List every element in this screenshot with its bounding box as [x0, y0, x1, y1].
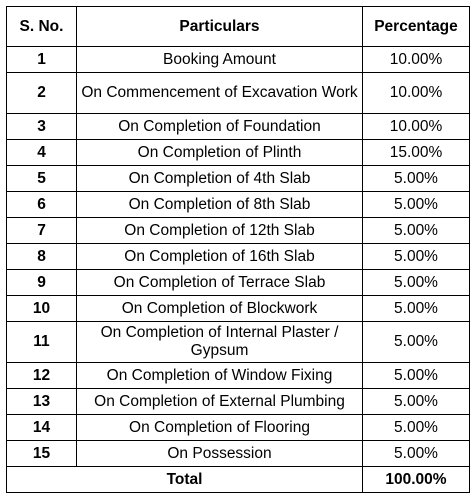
- header-percentage: Percentage: [363, 7, 470, 47]
- row-particulars: On Completion of Terrace Slab: [77, 270, 363, 296]
- table-row: [7, 415, 470, 441]
- row-percentage: 5.00%: [363, 192, 470, 218]
- total-row: [7, 467, 470, 493]
- row-percentage: 5.00%: [363, 441, 470, 467]
- row-particulars: On Completion of Flooring: [77, 415, 363, 441]
- row-particulars: On Completion of 12th Slab: [77, 218, 363, 244]
- row-sno: 11: [7, 322, 77, 363]
- row-particulars: On Commencement of Excavation Work: [77, 73, 363, 114]
- row-sno: 4: [7, 140, 77, 166]
- table-row: [7, 166, 470, 192]
- row-particulars: On Completion of Plinth: [77, 140, 363, 166]
- row-particulars: On Completion of Foundation: [77, 114, 363, 140]
- row-sno: 12: [7, 363, 77, 389]
- total-percentage: 100.00%: [363, 467, 470, 493]
- total-label: Total: [7, 467, 363, 493]
- row-percentage: 10.00%: [363, 114, 470, 140]
- row-percentage: 5.00%: [363, 296, 470, 322]
- table-row: [7, 192, 470, 218]
- row-percentage: 10.00%: [363, 73, 470, 114]
- row-percentage: 5.00%: [363, 166, 470, 192]
- row-sno: 10: [7, 296, 77, 322]
- row-sno: 15: [7, 441, 77, 467]
- table-header-row: [7, 7, 470, 47]
- row-sno: 9: [7, 270, 77, 296]
- row-percentage: 5.00%: [363, 322, 470, 363]
- table-row: [7, 140, 470, 166]
- header-particulars: Particulars: [77, 7, 363, 47]
- row-particulars: Booking Amount: [77, 47, 363, 73]
- row-percentage: 10.00%: [363, 47, 470, 73]
- row-sno: 6: [7, 192, 77, 218]
- row-percentage: 5.00%: [363, 244, 470, 270]
- row-percentage: 5.00%: [363, 363, 470, 389]
- row-sno: 7: [7, 218, 77, 244]
- row-percentage: 5.00%: [363, 389, 470, 415]
- row-sno: 3: [7, 114, 77, 140]
- header-sno: S. No.: [7, 7, 77, 47]
- row-particulars: On Completion of 4th Slab: [77, 166, 363, 192]
- row-percentage: 5.00%: [363, 218, 470, 244]
- row-percentage: 15.00%: [363, 140, 470, 166]
- row-sno: 1: [7, 47, 77, 73]
- row-particulars: On Completion of 16th Slab: [77, 244, 363, 270]
- table-row: [7, 322, 470, 363]
- table-row: [7, 244, 470, 270]
- row-percentage: 5.00%: [363, 415, 470, 441]
- table-row: [7, 270, 470, 296]
- row-particulars: On Possession: [77, 441, 363, 467]
- table-row: [7, 47, 470, 73]
- row-sno: 5: [7, 166, 77, 192]
- row-particulars: On Completion of Window Fixing: [77, 363, 363, 389]
- table-row: [7, 296, 470, 322]
- table-row: [7, 389, 470, 415]
- table-row: [7, 363, 470, 389]
- row-sno: 14: [7, 415, 77, 441]
- table-row: [7, 114, 470, 140]
- row-particulars: On Completion of Blockwork: [77, 296, 363, 322]
- row-sno: 13: [7, 389, 77, 415]
- row-sno: 2: [7, 73, 77, 114]
- table-row: [7, 441, 470, 467]
- row-sno: 8: [7, 244, 77, 270]
- row-particulars: On Completion of 8th Slab: [77, 192, 363, 218]
- row-particulars: On Completion of External Plumbing: [77, 389, 363, 415]
- payment-schedule-table: [6, 6, 470, 493]
- table-row: [7, 73, 470, 114]
- table-row: [7, 218, 470, 244]
- row-particulars: On Completion of Internal Plaster / Gypsum: [77, 322, 363, 363]
- row-percentage: 5.00%: [363, 270, 470, 296]
